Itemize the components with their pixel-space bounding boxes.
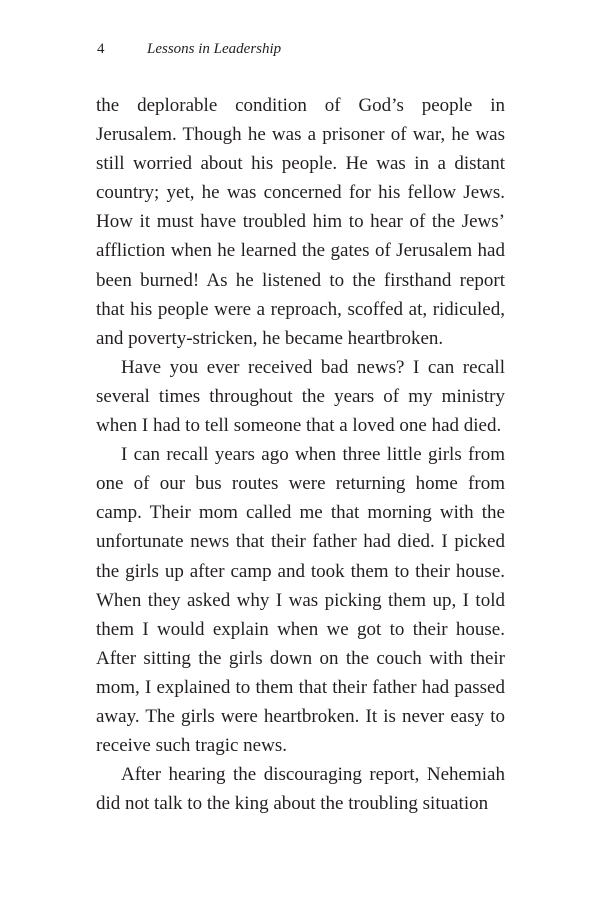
paragraph-three-girls: I can recall years ago when three little girls from one of our bus routes were returning home from camp. Their mom called me that morning with the unfortunate news that their father had died. I picked the girls up after camp and took them to their house. When they asked why I was picking them up, I told them I would explain when we got to their house. After sitting the girls down on the couch with their mom, I explained to them that their father had passed away. The girls were heartbroken. It is never easy to receive such tragic news. <box>96 444 505 757</box>
running-head <box>97 40 281 58</box>
paragraph-nehemiah: After hearing the discouraging report, Nehemiah did not talk to the king about the troubling situation <box>96 764 505 815</box>
body-text <box>96 91 505 818</box>
paragraph-continued: the deplorable condition of God’s people in Jerusalem. Though he was a prisoner of war, he was still worried about his people. He was in a distant country; yet, he was concerned for his fellow Jews. How it must have troubled him to hear of the Jews’ affliction when he learned the gates of Jerusalem had been burned! As he listened to the firsthand report that his people were a reproach, scoffed at, ridiculed, and poverty-stricken, he became heartbroken. <box>96 95 505 349</box>
paragraph-bad-news: Have you ever received bad news? I can recall several times throughout the years of my ministry when I had to tell someone that a loved one had died. <box>96 356 505 437</box>
page-number: 4 <box>97 41 105 57</box>
book-title: Lessons in Leadership <box>147 41 282 57</box>
